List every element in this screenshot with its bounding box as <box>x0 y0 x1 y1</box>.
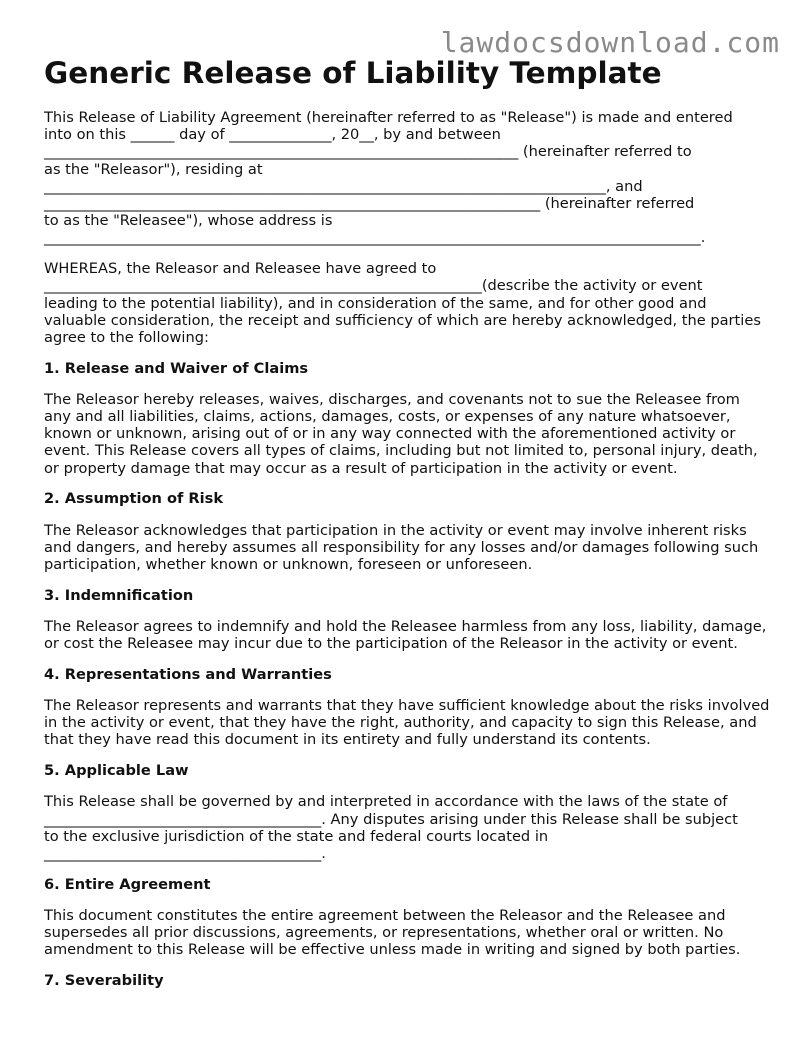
text-line: agree to the following: <box>44 328 209 346</box>
text-line: This Release of Liability Agreement (hereinafter referred to as "Release") is made and entered <box>44 109 733 126</box>
text-line: _________________________________________________________________ (hereinafter referred to <box>44 143 692 161</box>
text-line: any and all liabilities, claims, actions, damages, costs, or expenses of any nature whatsoever, <box>44 408 731 426</box>
text-line: and dangers, and hereby assumes all responsibility for any losses and/or damages following such <box>44 538 759 556</box>
text-line: ______________________________________. Any disputes arising under this Release shall be subject <box>44 810 738 828</box>
document-title: Generic Release of Liability Template <box>44 56 662 90</box>
text-line: This document constitutes the entire agreement between the Releasor and the Releasee and <box>44 906 726 924</box>
text-line: The Releasor hereby releases, waives, discharges, and covenants not to sue the Releasee from <box>44 390 740 408</box>
text-line: ______________________________________. <box>44 844 326 862</box>
text-line: supersedes all prior discussions, agreements, or representations, whether oral or written. No <box>44 924 724 942</box>
section-paragraph-applicable-law <box>44 793 774 862</box>
section-paragraph-assumption-risk <box>44 522 774 574</box>
section-heading-assumption-risk: 2. Assumption of Risk <box>44 490 224 508</box>
text-line: in the activity or event, that they have the right, authority, and capacity to sign this Release, and <box>44 714 757 732</box>
text-line: ____________________________________________________________________ (hereinafter referred <box>44 195 695 213</box>
text-line: leading to the potential liability), and in consideration of the same, and for other good and <box>44 294 707 312</box>
watermark: lawdocsdownload.com <box>440 26 780 59</box>
text-line: to the exclusive jurisdiction of the state and federal courts located in <box>44 827 549 845</box>
section-paragraph-entire-agreement <box>44 907 774 959</box>
document-body <box>44 109 774 1003</box>
text-line: to as the "Releasee"), whose address is <box>44 212 333 230</box>
text-line: into on this ______ day of ______________, 20__, by and between <box>44 126 501 144</box>
section-heading-indemnification: 3. Indemnification <box>44 586 194 604</box>
text-line: The Releasor acknowledges that participation in the activity or event may involve inherent risks <box>44 521 747 539</box>
text-line: _____________________________________________________________________________, and <box>44 177 643 195</box>
section-paragraph-release-waiver <box>44 391 774 477</box>
text-line: event. This Release covers all types of claims, including but not limited to, personal injury, death, <box>44 442 758 460</box>
text-line: WHEREAS, the Releasor and Releasee have agreed to <box>44 260 437 278</box>
section-heading-representations: 4. Representations and Warranties <box>44 665 332 683</box>
section-heading-entire-agreement: 6. Entire Agreement <box>44 875 211 893</box>
text-line: as the "Releasor"), residing at <box>44 160 263 178</box>
intro-paragraph <box>44 109 774 247</box>
text-line: or property damage that may occur as a result of participation in the activity or event. <box>44 459 678 477</box>
text-line: that they have read this document in its entirety and fully understand its contents. <box>44 731 651 749</box>
text-line: participation, whether known or unknown, foreseen or unforeseen. <box>44 555 533 573</box>
text-line: or cost the Releasee may incur due to the participation of the Releasor in the activity or event. <box>44 635 738 653</box>
text-line: This Release shall be governed by and interpreted in accordance with the laws of the state of <box>44 793 728 811</box>
text-line: __________________________________________________________________________________________. <box>44 229 706 247</box>
section-heading-applicable-law: 5. Applicable Law <box>44 762 189 780</box>
text-line: valuable consideration, the receipt and sufficiency of which are hereby acknowledged, the parties <box>44 311 761 329</box>
text-line: ____________________________________________________________(describe the activity or event <box>44 277 703 295</box>
text-line: known or unknown, arising out of or in any way connected with the aforementioned activity or <box>44 425 736 443</box>
section-heading-severability: 7. Severability <box>44 971 164 989</box>
text-line: amendment to this Release will be effective unless made in writing and signed by both parties. <box>44 941 741 959</box>
text-line: The Releasor represents and warrants that they have sufficient knowledge about the risks involved <box>44 696 770 714</box>
section-paragraph-indemnification <box>44 618 774 652</box>
section-heading-release-waiver: 1. Release and Waiver of Claims <box>44 359 309 377</box>
whereas-paragraph <box>44 260 774 346</box>
text-line: The Releasor agrees to indemnify and hold the Releasee harmless from any loss, liability, damage, <box>44 617 767 635</box>
section-paragraph-representations <box>44 697 774 749</box>
